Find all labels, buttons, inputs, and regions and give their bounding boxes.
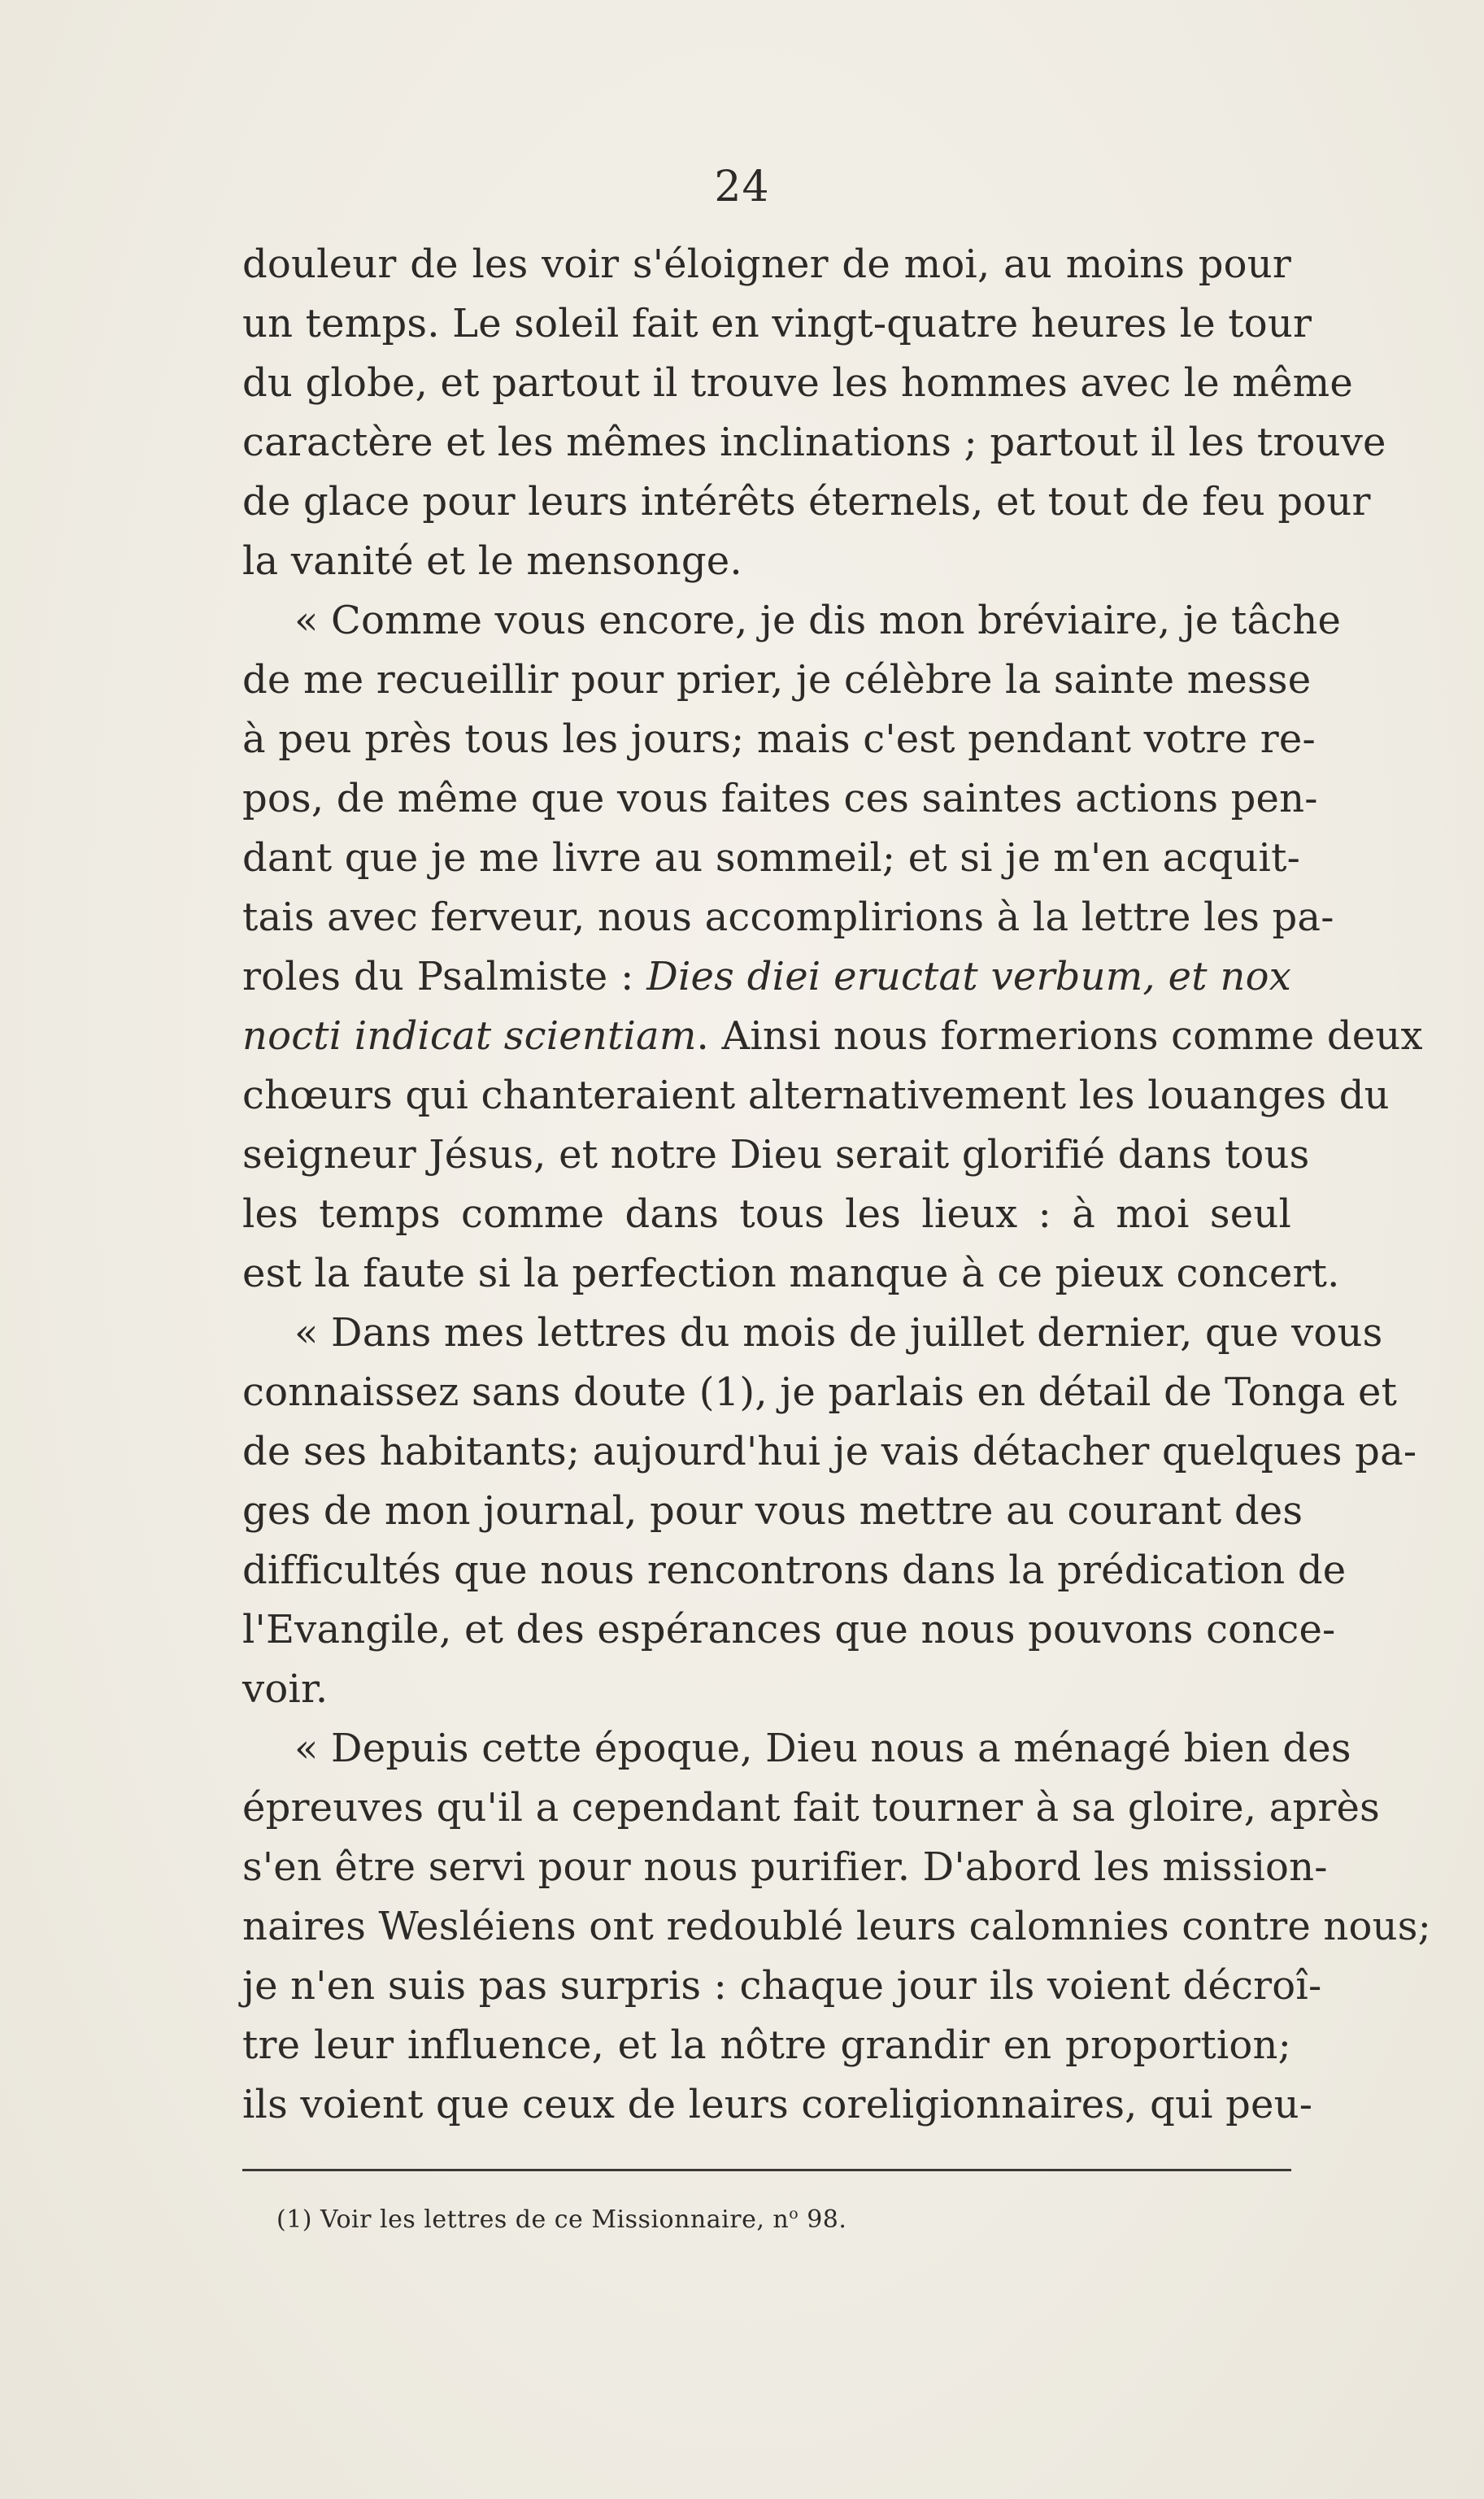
text-line: ges de mon journal, pour vous mettre au courant des (242, 1488, 1303, 1534)
text-line: naires Wesléiens ont redoublé leurs calomnies contre nous; (242, 1904, 1431, 1949)
text-line: à peu près tous les jours; mais c'est pendant votre re- (242, 716, 1316, 762)
text-line: caractère et les mêmes inclinations ; partout il les trouve (242, 420, 1386, 465)
footnote-separator (242, 2169, 1291, 2171)
text-line: ils voient que ceux de leurs coreligionnaires, qui peu- (242, 2082, 1313, 2127)
body-text (242, 235, 1431, 2135)
footnote-text: Voir les lettres de ce Missionnaire, n (320, 2205, 790, 2234)
text-line: est la faute si la perfection manque à ce pieux concert. (242, 1251, 1340, 1296)
text-line: roles du Psalmiste : Dies diei eructat verbum, et nox (242, 954, 1291, 999)
text-line: de glace pour leurs intérêts éternels, et tout de feu pour (242, 479, 1371, 525)
text-line: « Depuis cette époque, Dieu nous a ménagé bien des (294, 1726, 1351, 1771)
latin-quote: Dies diei eructat verbum, et nox (646, 954, 1291, 999)
latin-quote: nocti indicat scientiam (242, 1013, 697, 1059)
footnote-number: 98. (799, 2205, 847, 2234)
footnote-superscript: o (789, 2205, 799, 2223)
text-line: je n'en suis pas surpris : chaque jour ils voient décroî- (242, 1963, 1322, 2009)
footnote (276, 2197, 846, 2236)
text-line: l'Evangile, et des espérances que nous pouvons conce- (242, 1607, 1336, 1652)
text-line: de me recueillir pour prier, je célèbre la sainte messe (242, 657, 1312, 703)
text-line: seigneur Jésus, et notre Dieu serait glorifié dans tous (242, 1132, 1310, 1178)
text-line: du globe, et partout il trouve les hommes avec le même (242, 360, 1353, 406)
text-line: la vanité et le mensonge. (242, 538, 742, 584)
text-line: « Dans mes lettres du mois de juillet dernier, que vous (294, 1310, 1383, 1356)
text-line: voir. (242, 1666, 329, 1712)
text-line: tais avec ferveur, nous accomplirions à la lettre les pa- (242, 895, 1334, 940)
text-line: de ses habitants; aujourd'hui je vais détacher quelques pa- (242, 1429, 1417, 1474)
text-line: les temps comme dans tous les lieux : à moi seul (242, 1191, 1291, 1237)
text-line: difficultés que nous rencontrons dans la prédication de (242, 1548, 1347, 1593)
text-line: un temps. Le soleil fait en vingt-quatre heures le tour (242, 301, 1312, 346)
text-line: nocti indicat scientiam. Ainsi nous formerions comme deux (242, 1013, 1423, 1059)
text-line: douleur de les voir s'éloigner de moi, au moins pour (242, 242, 1291, 287)
text-line: chœurs qui chanteraient alternativement les louanges du (242, 1073, 1390, 1118)
text-line: pos, de même que vous faites ces saintes actions pen- (242, 776, 1318, 821)
text-line: s'en être servi pour nous purifier. D'abord les mission- (242, 1844, 1328, 1890)
text-line: tre leur influence, et la nôtre grandir en proportion; (242, 2022, 1291, 2068)
footnote-marker: (1) (276, 2205, 312, 2234)
page-number: 24 (714, 163, 770, 211)
text-line: épreuves qu'il a cependant fait tourner à sa gloire, après (242, 1785, 1380, 1831)
text-line: dant que je me livre au sommeil; et si je m'en acquit- (242, 835, 1300, 881)
text-line: « Comme vous encore, je dis mon bréviaire, je tâche (294, 598, 1342, 643)
text-line: connaissez sans doute (1), je parlais en détail de Tonga et (242, 1369, 1398, 1415)
